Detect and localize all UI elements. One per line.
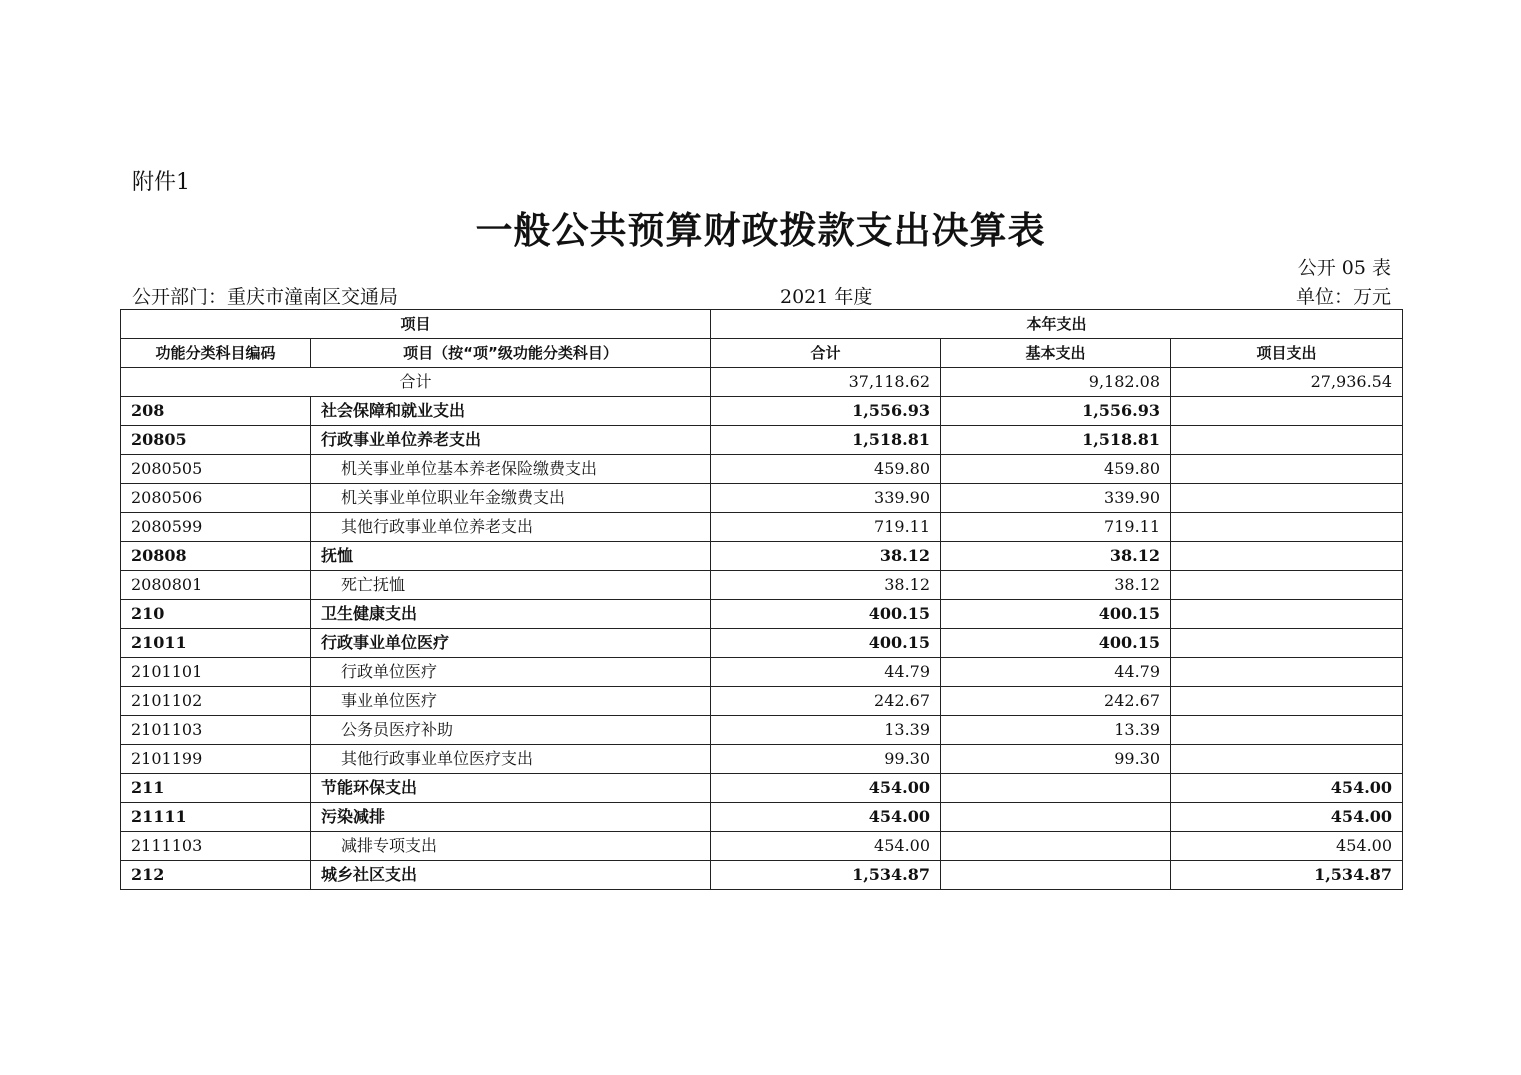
row-code: 2080505 bbox=[121, 455, 311, 484]
row-code: 21111 bbox=[121, 803, 311, 832]
unit-label: 单位：万元 bbox=[1295, 286, 1391, 308]
row-code: 211 bbox=[121, 774, 311, 803]
row-code: 2080801 bbox=[121, 571, 311, 600]
row-item-name: 污染减排 bbox=[311, 803, 711, 832]
row-project bbox=[1171, 455, 1403, 484]
row-total: 99.30 bbox=[711, 745, 941, 774]
row-basic: 99.30 bbox=[941, 745, 1171, 774]
row-code: 212 bbox=[121, 861, 311, 890]
row-item-name: 卫生健康支出 bbox=[311, 600, 711, 629]
row-total: 400.15 bbox=[711, 600, 941, 629]
row-basic: 38.12 bbox=[941, 571, 1171, 600]
table-row bbox=[121, 629, 1403, 658]
row-code: 20805 bbox=[121, 426, 311, 455]
row-total: 1,556.93 bbox=[711, 397, 941, 426]
row-basic bbox=[941, 774, 1171, 803]
row-basic: 13.39 bbox=[941, 716, 1171, 745]
row-item-name: 机关事业单位基本养老保险缴费支出 bbox=[311, 455, 711, 484]
total-row-total: 37,118.62 bbox=[711, 368, 941, 397]
row-total: 38.12 bbox=[711, 542, 941, 571]
table-row bbox=[121, 600, 1403, 629]
row-basic: 339.90 bbox=[941, 484, 1171, 513]
row-item-name: 机关事业单位职业年金缴费支出 bbox=[311, 484, 711, 513]
row-code: 2101102 bbox=[121, 687, 311, 716]
page-title: 一般公共预算财政拨款支出决算表 bbox=[475, 209, 1046, 252]
row-basic: 38.12 bbox=[941, 542, 1171, 571]
row-item-name: 行政单位医疗 bbox=[311, 658, 711, 687]
header-code: 功能分类科目编码 bbox=[121, 339, 311, 368]
total-row-project: 27,936.54 bbox=[1171, 368, 1403, 397]
row-total: 454.00 bbox=[711, 832, 941, 861]
total-row-label: 合计 bbox=[121, 368, 711, 397]
table-row bbox=[121, 832, 1403, 861]
table-row bbox=[121, 484, 1403, 513]
row-project bbox=[1171, 484, 1403, 513]
header-basic: 基本支出 bbox=[941, 339, 1171, 368]
row-total: 1,534.87 bbox=[711, 861, 941, 890]
row-project bbox=[1171, 629, 1403, 658]
row-item-name: 城乡社区支出 bbox=[311, 861, 711, 890]
row-item-name: 节能环保支出 bbox=[311, 774, 711, 803]
row-project: 454.00 bbox=[1171, 803, 1403, 832]
form-number: 公开 05 表 bbox=[1297, 257, 1391, 279]
row-basic: 44.79 bbox=[941, 658, 1171, 687]
table-body bbox=[121, 368, 1403, 890]
header-current-year-expense: 本年支出 bbox=[711, 310, 1403, 339]
row-basic: 719.11 bbox=[941, 513, 1171, 542]
row-basic: 242.67 bbox=[941, 687, 1171, 716]
row-total: 400.15 bbox=[711, 629, 941, 658]
row-item-name: 行政事业单位养老支出 bbox=[311, 426, 711, 455]
row-item-name: 减排专项支出 bbox=[311, 832, 711, 861]
row-project bbox=[1171, 397, 1403, 426]
total-row-basic: 9,182.08 bbox=[941, 368, 1171, 397]
table-row bbox=[121, 397, 1403, 426]
row-total: 459.80 bbox=[711, 455, 941, 484]
total-row bbox=[121, 368, 1403, 397]
row-basic bbox=[941, 832, 1171, 861]
row-item-name: 其他行政事业单位养老支出 bbox=[311, 513, 711, 542]
row-basic: 1,556.93 bbox=[941, 397, 1171, 426]
table-row bbox=[121, 658, 1403, 687]
table-row bbox=[121, 426, 1403, 455]
row-total: 1,518.81 bbox=[711, 426, 941, 455]
row-total: 242.67 bbox=[711, 687, 941, 716]
row-code: 21011 bbox=[121, 629, 311, 658]
header-row-group bbox=[121, 310, 1403, 339]
row-code: 20808 bbox=[121, 542, 311, 571]
header-item-name: 项目（按“项”级功能分类科目） bbox=[311, 339, 711, 368]
row-total: 13.39 bbox=[711, 716, 941, 745]
row-project: 1,534.87 bbox=[1171, 861, 1403, 890]
row-project bbox=[1171, 745, 1403, 774]
row-code: 2101101 bbox=[121, 658, 311, 687]
row-code: 210 bbox=[121, 600, 311, 629]
table-row bbox=[121, 687, 1403, 716]
row-basic: 400.15 bbox=[941, 629, 1171, 658]
table-row bbox=[121, 513, 1403, 542]
row-project: 454.00 bbox=[1171, 774, 1403, 803]
row-total: 339.90 bbox=[711, 484, 941, 513]
row-total: 44.79 bbox=[711, 658, 941, 687]
row-project bbox=[1171, 600, 1403, 629]
row-code: 2101103 bbox=[121, 716, 311, 745]
row-item-name: 抚恤 bbox=[311, 542, 711, 571]
row-total: 719.11 bbox=[711, 513, 941, 542]
row-code: 208 bbox=[121, 397, 311, 426]
header-project-group: 项目 bbox=[121, 310, 711, 339]
row-project bbox=[1171, 571, 1403, 600]
table-row bbox=[121, 861, 1403, 890]
table-row bbox=[121, 542, 1403, 571]
row-item-name: 其他行政事业单位医疗支出 bbox=[311, 745, 711, 774]
row-item-name: 死亡抚恤 bbox=[311, 571, 711, 600]
row-code: 2080599 bbox=[121, 513, 311, 542]
row-code: 2111103 bbox=[121, 832, 311, 861]
row-project bbox=[1171, 687, 1403, 716]
row-basic: 459.80 bbox=[941, 455, 1171, 484]
budget-table bbox=[120, 309, 1403, 890]
row-code: 2080506 bbox=[121, 484, 311, 513]
row-basic bbox=[941, 861, 1171, 890]
row-code: 2101199 bbox=[121, 745, 311, 774]
row-basic bbox=[941, 803, 1171, 832]
row-basic: 400.15 bbox=[941, 600, 1171, 629]
row-item-name: 公务员医疗补助 bbox=[311, 716, 711, 745]
row-item-name: 事业单位医疗 bbox=[311, 687, 711, 716]
row-total: 454.00 bbox=[711, 774, 941, 803]
row-total: 454.00 bbox=[711, 803, 941, 832]
table-row bbox=[121, 716, 1403, 745]
row-total: 38.12 bbox=[711, 571, 941, 600]
header-project: 项目支出 bbox=[1171, 339, 1403, 368]
row-project bbox=[1171, 426, 1403, 455]
header-total: 合计 bbox=[711, 339, 941, 368]
table-row bbox=[121, 803, 1403, 832]
row-project: 454.00 bbox=[1171, 832, 1403, 861]
row-item-name: 社会保障和就业支出 bbox=[311, 397, 711, 426]
row-item-name: 行政事业单位医疗 bbox=[311, 629, 711, 658]
table-row bbox=[121, 745, 1403, 774]
attachment-label: 附件1 bbox=[132, 170, 190, 195]
table-row bbox=[121, 774, 1403, 803]
table-row bbox=[121, 455, 1403, 484]
fiscal-year: 2021 年度 bbox=[780, 286, 873, 308]
row-project bbox=[1171, 716, 1403, 745]
table-row bbox=[121, 571, 1403, 600]
row-project bbox=[1171, 513, 1403, 542]
row-project bbox=[1171, 658, 1403, 687]
header-row-columns bbox=[121, 339, 1403, 368]
row-basic: 1,518.81 bbox=[941, 426, 1171, 455]
department-label: 公开部门：重庆市潼南区交通局 bbox=[132, 286, 399, 308]
row-project bbox=[1171, 542, 1403, 571]
